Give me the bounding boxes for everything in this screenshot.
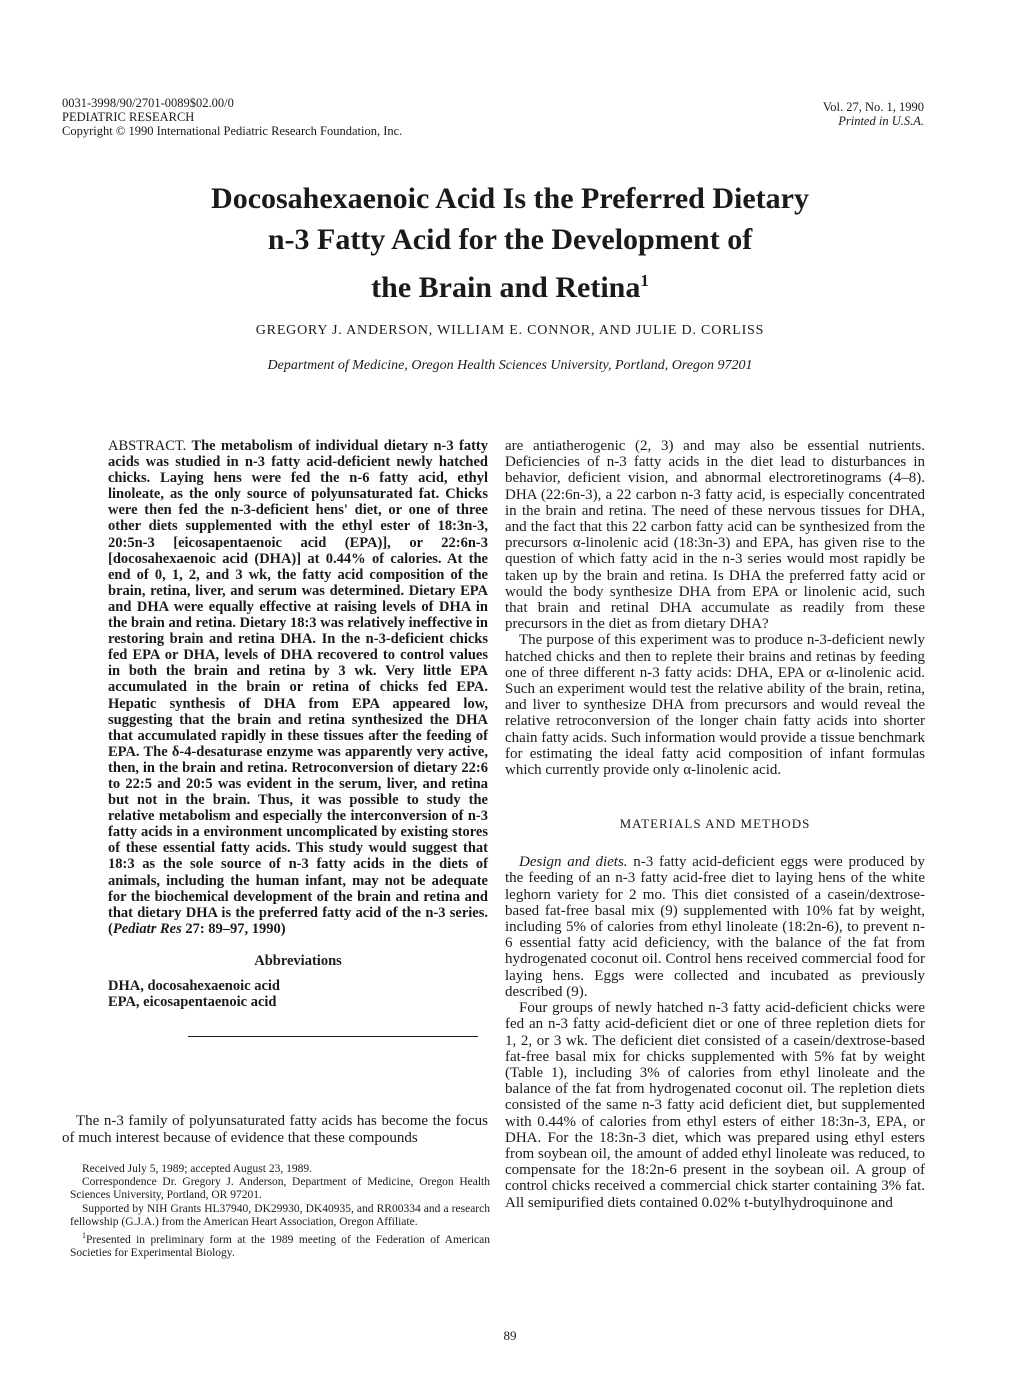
volume-line: Vol. 27, No. 1, 1990 [822, 100, 924, 114]
footnotes [70, 1163, 490, 1260]
section-heading-methods: MATERIALS AND METHODS [619, 816, 811, 832]
title-line-2: n-3 Fatty Acid for the Development of [267, 223, 753, 256]
abstract-citation-journal: Pediatr Res [112, 920, 182, 937]
title-line-3: the Brain and Retina$^1$ [371, 271, 649, 304]
introduction-start: The n-3 family of polyunsaturated fatty acids has become the focus of much interest because of evidence that these compounds [62, 1113, 488, 1146]
title-footnote-mark: 1 [640, 271, 649, 290]
intro-paragraph-purpose: The purpose of this experiment was to produce n-3-deficient newly hatched chicks and then to replete their brains and retinas by feeding one of three different n-3 fatty acids: DHA, EPA or α-linolenic acid. Such an experiment would test the relative ability of the brain, retina, and liver to synthesize DHA from precursors and would reveal the relative retroconversion of the longer chain fatty acids into shorter chain fatty acids. Such information would provide a tissue benchmark for estimating the ideal fatty acid composition of infant formulas which currently provide only α-linolenic acid. [505, 632, 925, 779]
footnote-1-mark: 1 [82, 1231, 86, 1241]
footnote-correspondence: Correspondence Dr. Gregory J. Anderson, Department of Medicine, Oregon Health Sciences University, Portland, OR 97201. [70, 1176, 490, 1202]
paper-title [0, 178, 1020, 308]
journal-name: PEDIATRIC RESEARCH [62, 110, 195, 124]
methods-paragraph-groups: Four groups of newly hatched n-3 fatty acid-deficient chicks were fed an n-3 fatty acid-deficient diet or one of three repletion diets for 1, 2, or 3 wk. The deficient diet consisted of a casein/dextrose-based fat-free basal mix for chicks supplemented with 5% fat by weight (Table 1), including 3% of calories from ethyl linoleate and the balance of the fat from hydrogenated coconut oil. The repletion diets consisted of the same n-3 fatty acid deficient diet, but supplemented with 0.44% of calories from ethyl esters of either 18:3n-3, EPA, or DHA. For the 18:3n-3 diet, which was prepared using ethyl esters from soybean oil, the amount of added ethyl linoleate was reduced, to compensate for the 18:2n-6 present in the soybean oil. A group of control chicks received a commercial chick starter containing 3% fat. All semipurified diets contained 0.02% t-butylhydroquinone and [505, 1000, 925, 1211]
footnote-received: Received July 5, 1989; accepted August 23, 1989. [82, 1163, 312, 1175]
issue-info [823, 100, 924, 128]
footnote-support: Supported by NIH Grants HL37940, DK29930, DK40935, and RR00334 and a research fellowship (G.J.A.) from the American Heart Association, Oregon Affiliate. [70, 1202, 490, 1228]
abbreviation-item: EPA, eicosapentaenoic acid [108, 993, 277, 1010]
abstract-label: ABSTRACT. [108, 438, 187, 454]
author-list: GREGORY J. ANDERSON, WILLIAM E. CONNOR, AND JULIE D. CORLISS [255, 323, 765, 338]
journal-header [62, 96, 402, 138]
intro-paragraph-continued: are antiatherogenic (2, 3) and may also be essential nutrients. Deficiencies of n-3 fatty acids in the diet lead to disturbances in behavior, deficient vision, and abnormal electroretinograms (4–8). DHA (22:6n-3), a 22 carbon n-3 fatty acid, is especially concentrated in the brain and retina. The need of these nervous tissues for DHA, and the fact that this 22 carbon fatty acid can be synthesized from the precursors α-linolenic acid (18:3n-3) and EPA, has given rise to the question of which fatty acid in the n-3 series would most rapidly be taken up by the brain and retina. Is DHA the preferred fatty acid or would the body synthesize DHA from EPA or linolenic acid, such that brain and retinal DHA accumulate as readily from these precursors in the diet as from dietary DHA? [505, 438, 925, 633]
section-divider [188, 1036, 478, 1037]
footnote-1: $^1$Presented in preliminary form at the 1989 meeting of the Federation of American Societies for Experimental Biology. [70, 1231, 490, 1260]
affiliation: Department of Medicine, Oregon Health Sciences University, Portland, Oregon 97201 [267, 358, 753, 373]
methods-paragraph-design: Design and diets. n-3 fatty acid-deficient eggs were produced by the feeding of an n-3 fatty acid-free diet to laying hens of the white leghorn variety for 2 mo. This diet consisted of a casein/dextrose-based fat-free basal mix (9) supplemented with 10% fat by weight, including 5% of calories from ethyl linoleate (18:2n-6), to prevent n-6 essential fatty acid deficiency, with the balance of the fat from hydrogenated coconut oil. Control hens received commercial food for laying hens. Eggs were collected and incubated as previously described (9). [505, 854, 926, 1000]
abstract-citation-rest: 27: 89–97, 1990) [185, 920, 286, 937]
right-column [505, 438, 925, 1211]
copyright-line: Copyright © 1990 International Pediatric Research Foundation, Inc. [62, 124, 403, 138]
page-number: 89 [503, 1328, 517, 1343]
printed-line: Printed in U.S.A. [838, 114, 924, 128]
title-line-1: Docosahexaenoic Acid Is the Preferred Dietary [211, 182, 809, 215]
abbreviation-item: DHA, docosahexaenoic acid [108, 977, 280, 994]
abstract: ABSTRACT. The metabolism of individual dietary n-3 fatty acids was studied in n-3 fatty acid-deficient newly hatched chicks. Laying hens were fed the n-6 fatty acid, ethyl linoleate, as the only source of polyunsaturated fat. Chicks were then fed the n-3-deficient hens' diet, or one of three other diets supplemented with the ethyl ester of 18:3n-3, 20:5n-3 [eicosapentaenoic acid (EPA)], or 22:6n-3 [docosahexaenoic acid (DHA)] at 0.44% of calories. At the end of 0, 1, 2, and 3 wk, the fatty acid composition of the brain, retina, liver, and serum was determined. Dietary EPA and DHA were equally effective at raising levels of DHA in the brain and retina. Dietary 18:3 was relatively ineffective in restoring brain and retina DHA. In the n-3-deficient chicks fed EPA or DHA, levels of DHA recovered to control values in both the brain and retina by 3 wk. Very little EPA accumulated in the brain or retina of chicks fed EPA. Hepatic synthesis of DHA from EPA appeared low, suggesting that the brain and retina synthesized the DHA that accumulated rapidly in these tissues after the feeding of EPA. The δ-4-desaturase enzyme was apparently very active, then, in the brain and retina. Retroconversion of dietary 22:6 to 22:5 and 20:5 was evident in the serum, liver, and retina but not in the brain. Thus, it was possible to study the relative metabolism and especially the interconversion of n-3 fatty acids in a environment uncomplicated by existing stores of these essential fatty acids. This study would suggest that 18:3 as the sole source of n-3 fatty acids in the diets of animals, including the human infant, may not be adequate for the biochemical development of the brain and retina and that dietary DHA is the preferred fatty acid of the n-3 series. (Pediatr Res 27: 89–97, 1990) [108, 438, 488, 937]
subsection-lead: Design and diets. [519, 854, 628, 871]
article-code: 0031-3998/90/2701-0089$02.00/0 [62, 96, 234, 110]
left-column [108, 438, 488, 1055]
abstract-text: The metabolism of individual dietary n-3 fatty acids was studied in n-3 fatty acid-deficient newly hatched chicks. Laying hens were fed the n-6 fatty acid, ethyl linoleate, as the only source of polyunsaturated fat. Chicks were then fed the n-3-deficient hens' diet, or one of three other diets supplemented with the ethyl ester of 18:3n-3, 20:5n-3 [eicosapentaenoic acid (EPA)], or 22:6n-3 [docosahexaenoic acid (DHA)] at 0.44% of calories. At the end of 0, 1, 2, and 3 wk, the fatty acid composition of the brain, retina, liver, and serum was determined. Dietary EPA and DHA were equally effective at raising levels of DHA in the brain and retina. Dietary 18:3 was relatively ineffective in restoring brain and retina DHA. In the n-3-deficient chicks fed EPA or DHA, levels of DHA recovered to control values in both the brain and retina by 3 wk. Very little EPA accumulated in the brain or retina of chicks fed EPA. Hepatic synthesis of DHA from EPA appeared low, suggesting that the brain and retina synthesized the DHA that accumulated rapidly in these tissues after the feeding of EPA. The δ-4-desaturase enzyme was apparently very active, then, in the brain and retina. Retroconversion of dietary 22:6 to 22:5 and 20:5 was evident in the serum, liver, and retina but not in the brain. Thus, it was possible to study the relative metabolism and especially the interconversion of n-3 fatty acids in a environment uncomplicated by existing stores of these essential fatty acids. This study would suggest that 18:3 as the sole source of n-3 fatty acids in the diets of animals, including the human infant, may not be adequate for the biochemical development of the brain and retina and that dietary DHA is the preferred fatty acid of the n-3 series. [108, 438, 488, 921]
abbreviations-heading: Abbreviations [254, 952, 342, 969]
